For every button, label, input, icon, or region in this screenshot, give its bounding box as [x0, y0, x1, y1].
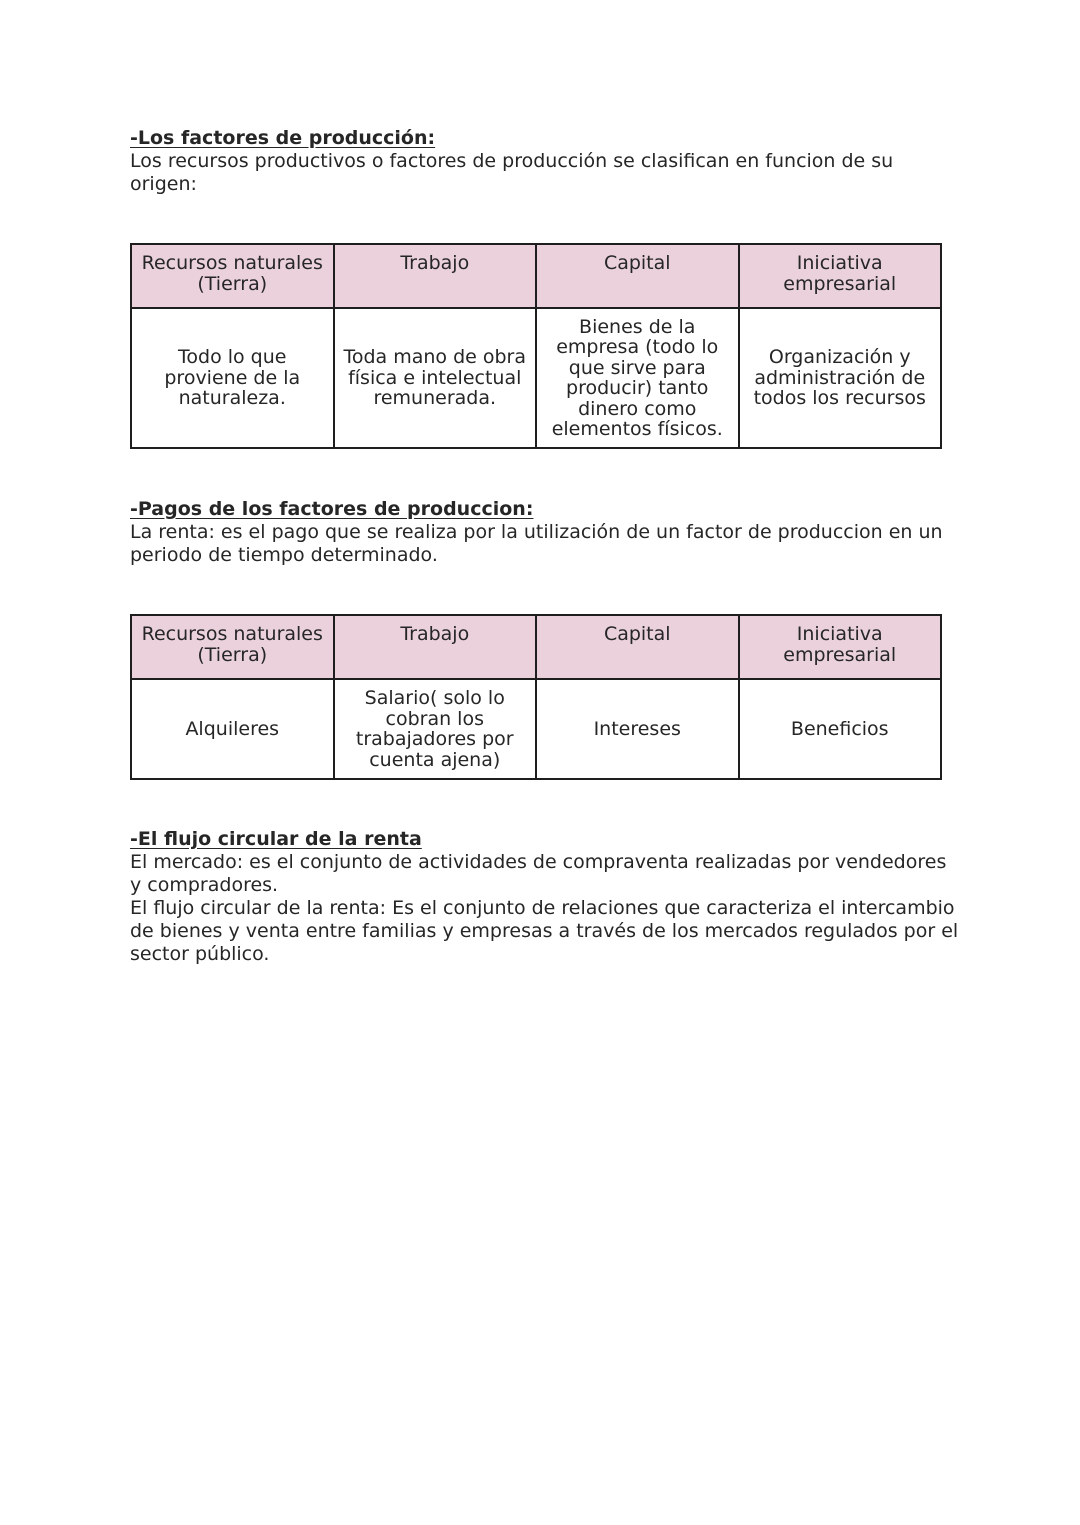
section-heading-factors: -Los factores de producción:: [130, 127, 436, 149]
section-text-factors: Los recursos productivos o factores de producción se clasifican en funcion de su origen:: [130, 150, 894, 195]
header-cell-labor: Trabajo: [334, 244, 537, 308]
cell-natural-resources: Todo lo que proviene de la naturaleza.: [131, 308, 334, 448]
cell-profits: Beneficios: [739, 679, 942, 779]
header-cell-natural-resources: Recursos naturales (Tierra): [131, 615, 334, 679]
header-cell-entrepreneurship: Iniciativa empresarial: [739, 244, 942, 308]
cell-rent: Alquileres: [131, 679, 334, 779]
section-heading-circular-flow: -El flujo circular de la renta: [130, 828, 422, 850]
section-text-payments: La renta: es el pago que se realiza por la utilización de un factor de produccion en un periodo de tiempo determinado.: [130, 521, 943, 566]
cell-interest: Intereses: [536, 679, 739, 779]
section-text-market: El mercado: es el conjunto de actividades de compraventa realizadas por vendedores y compradores.: [130, 851, 947, 896]
cell-entrepreneurship: Organización y administración de todos los recursos: [739, 308, 942, 448]
section-payments: [130, 497, 960, 567]
section-heading-payments: -Pagos de los factores de produccion:: [130, 498, 534, 520]
cell-capital: Bienes de la empresa (todo lo que sirve para producir) tanto dinero como elementos físicos.: [536, 308, 739, 448]
cell-salary: Salario( solo lo cobran los trabajadores por cuenta ajena): [334, 679, 537, 779]
factors-table: [130, 243, 942, 449]
cell-labor: Toda mano de obra física e intelectual remunerada.: [334, 308, 537, 448]
table-row: [131, 308, 941, 448]
section-text-circular-flow: El flujo circular de la renta: Es el conjunto de relaciones que caracteriza el intercambio de bienes y venta entre familias y empresas a través de los mercados regulados por el sector público.: [130, 897, 959, 965]
payments-table: [130, 614, 942, 780]
document-page: [130, 126, 960, 966]
header-cell-capital: Capital: [536, 244, 739, 308]
table-row: [131, 679, 941, 779]
table-header-row: [131, 244, 941, 308]
section-circular-flow: [130, 827, 960, 966]
header-cell-entrepreneurship: Iniciativa empresarial: [739, 615, 942, 679]
table-header-row: [131, 615, 941, 679]
header-cell-labor: Trabajo: [334, 615, 537, 679]
section-factors: [130, 126, 960, 196]
header-cell-capital: Capital: [536, 615, 739, 679]
header-cell-natural-resources: Recursos naturales (Tierra): [131, 244, 334, 308]
